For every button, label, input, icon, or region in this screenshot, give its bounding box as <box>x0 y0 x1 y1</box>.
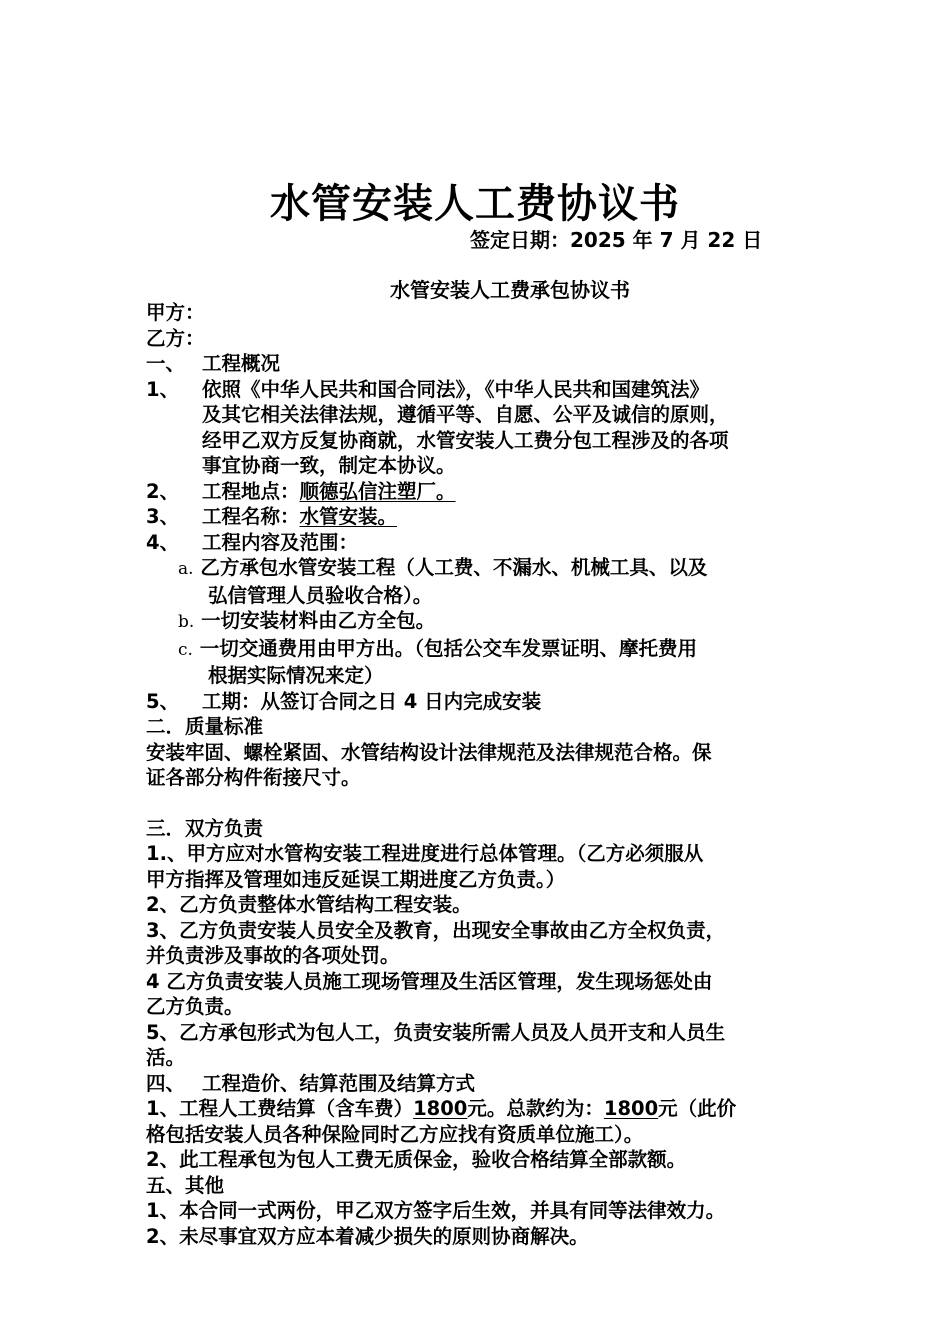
responsibility-5-cont: 活。 <box>146 1046 186 1069</box>
clause-1-1 <box>146 377 816 403</box>
responsibility-3-cont: 并负责涉及事故的各项处罚。 <box>146 944 400 967</box>
section-1-heading <box>146 351 816 377</box>
cost-text: 元。总款约为： <box>467 1097 604 1120</box>
section-5-heading: 五、其他 <box>146 1173 225 1197</box>
clause-1-3 <box>146 504 816 530</box>
clause-1-4 <box>146 530 816 556</box>
section-4-title: 工程造价、结算范围及结算方式 <box>202 1071 476 1095</box>
item-marker: a. <box>178 559 194 579</box>
document-title: 水管安装人工费协议书 <box>270 181 680 227</box>
project-location-value: 顺德弘信注塑厂。 <box>299 479 456 503</box>
project-name-value: 水管安装。 <box>299 505 398 528</box>
party-a-line: 甲方： <box>146 301 205 324</box>
clause-1-1-cont: 经甲乙双方反复协商就，水管安装人工费分包工程涉及的各项 <box>202 428 729 452</box>
quality-text: 安装牢固、螺栓紧固、水管结构设计法律规范及法律规范合格。保 <box>146 740 712 764</box>
cost-text: 1、工程人工费结算（含车费） <box>146 1097 414 1120</box>
document-subtitle: 水管安装人工费承包协议书 <box>390 278 630 302</box>
responsibility-1: 1.、甲方应对水管构安装工程进度进行总体管理。（乙方必须服从 <box>146 842 704 865</box>
responsibility-4-cont: 乙方负责。 <box>146 995 244 1018</box>
clause-number: 5、 <box>146 689 180 713</box>
scope-item-a-cont: 弘信管理人员验收合格）。 <box>208 583 433 607</box>
blank-line <box>146 791 816 816</box>
clause-number: 4、 <box>146 530 180 554</box>
cost-clause-2: 2、此工程承包为包人工费无质保金，验收合格结算全部款额。 <box>146 1148 687 1171</box>
scope-item-b <box>146 608 816 636</box>
project-name-label: 工程名称： <box>202 505 300 528</box>
clause-1-1-cont: 事宜协商一致，制定本协议。 <box>202 454 456 477</box>
scope-item-c <box>146 636 816 664</box>
clause-1-1-cont: 及其它相关法律法规，遵循平等、自愿、公平及诚信的原则， <box>202 403 729 426</box>
section-3-heading: 三．双方负责 <box>146 816 264 840</box>
cost-clause-1 <box>146 1096 816 1122</box>
clause-text: 依照《中华人民共和国合同法》，《中华人民共和国建筑法》 <box>202 377 710 401</box>
scope-item-c-cont: 根据实际情况来定） <box>208 664 384 687</box>
responsibility-2: 2、乙方负责整体水管结构工程安装。 <box>146 893 472 916</box>
clause-1-5 <box>146 689 816 715</box>
section-1-number: 一、 <box>146 352 186 375</box>
clause-text: 工期：从签订合同之日 4 日内完成安装 <box>202 689 542 713</box>
responsibility-4: 4 乙方负责安装人员施工现场管理及生活区管理，发生现场惩处由 <box>146 969 713 993</box>
item-text: 一切安装材料由乙方全包。 <box>201 609 436 632</box>
clause-number: 3、 <box>146 505 180 528</box>
labor-fee-amount: 1800 <box>413 1097 468 1120</box>
responsibility-1-cont: 甲方指挥及管理如违反延误工期进度乙方负责。） <box>146 867 566 891</box>
clause-number: 1、 <box>146 377 180 401</box>
responsibility-3: 3、乙方负责安装人员安全及教育，出现安全事故由乙方全权负责， <box>146 918 726 942</box>
project-location-label: 工程地点： <box>202 479 300 503</box>
clause-number: 2、 <box>146 479 180 503</box>
scope-item-a <box>146 555 816 583</box>
quality-text-cont: 证各部分构件衔接尺寸。 <box>146 766 361 789</box>
item-marker: b. <box>178 612 195 632</box>
clause-1-2 <box>146 479 816 505</box>
responsibility-5: 5、乙方承包形式为包人工，负责安装所需人员及人员开支和人员生 <box>146 1020 726 1044</box>
item-marker: c. <box>178 639 193 660</box>
other-clause-1: 1、本合同一式两份，甲乙双方签字后生效，并具有同等法律效力。 <box>146 1199 726 1222</box>
item-text: 一切交通费用由甲方出。（包括公交车发票证明、摩托费用 <box>199 636 697 660</box>
total-amount: 1800 <box>603 1097 659 1120</box>
section-4-heading <box>146 1071 816 1097</box>
section-1-title: 工程概况 <box>202 352 281 375</box>
item-text: 乙方承包水管安装工程（人工费、不漏水、机械工具、以及 <box>200 556 708 579</box>
scope-label: 工程内容及范围： <box>202 530 359 554</box>
section-4-number: 四、 <box>146 1071 186 1095</box>
signing-date: 签定日期：2025 年 7 月 22 日 <box>470 228 763 252</box>
section-2-heading: 二．质量标准 <box>146 715 264 738</box>
document-body <box>146 300 816 1249</box>
cost-text: 元（此价 <box>658 1097 737 1120</box>
cost-clause-1-cont: 格包括安装人员各种保险同时乙方应找有资质单位施工）。 <box>146 1122 644 1146</box>
other-clause-2: 2、未尽事宜双方应本着减少损失的原则协商解决。 <box>146 1224 589 1248</box>
party-b-line: 乙方： <box>146 326 205 350</box>
